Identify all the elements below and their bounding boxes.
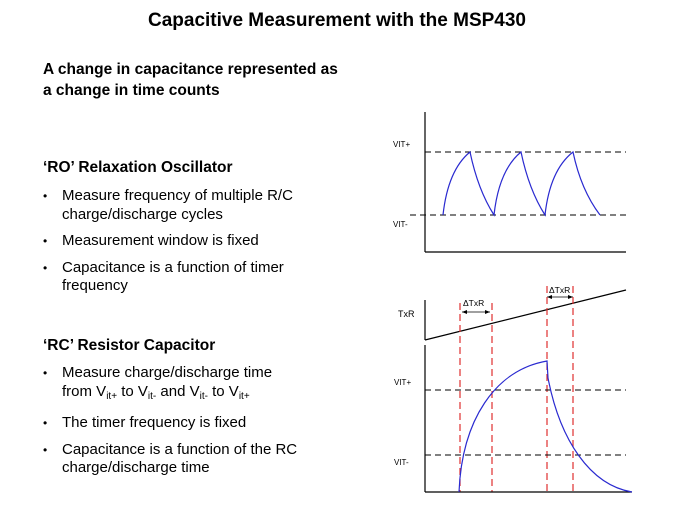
ro-heading: ‘RO’ Relaxation Oscillator: [43, 159, 233, 176]
rc-bullet-1-and: and V: [156, 382, 200, 400]
delta-arrow-1-right-head: [485, 310, 490, 314]
rc-heading: ‘RC’ Resistor Capacitor: [43, 337, 216, 354]
ro-bullet-3: • Capacitance is a function of timer frequency: [40, 259, 350, 296]
delta-arrow-1-left-head: [462, 310, 467, 314]
txr-ramp-line: [425, 290, 626, 340]
ro-vit-plus-label: VIT+: [393, 140, 411, 149]
rc-bullet-2: • The timer frequency is fixed: [40, 414, 350, 433]
rc-vit-minus-label: VIT-: [394, 458, 409, 467]
rc-vit-plus-label: VIT+: [394, 378, 412, 387]
rc-bullet-1-to2: to V: [207, 382, 239, 400]
slide-title: Capacitive Measurement with the MSP430: [147, 10, 526, 31]
vit-plus-sub: it+: [106, 390, 118, 402]
delta-txr-label-1: ΔTxR: [463, 298, 485, 308]
rc-charge-discharge-waveform: [459, 361, 632, 492]
intro-text: A change in capacitance represented as a change in time counts: [43, 61, 338, 99]
ro-bullet-2: • Measurement window is fixed: [40, 232, 350, 251]
vit-plus-sub-2: it+: [238, 390, 250, 402]
ro-bullet-1: • Measure frequency of multiple R/C charge/discharge cycles: [40, 187, 350, 224]
ro-vit-minus-label: VIT-: [393, 220, 408, 229]
ro-waveform-panel: [393, 112, 626, 252]
rc-waveform-panel: [394, 285, 632, 492]
delta-txr-label-2: ΔTxR: [549, 285, 571, 295]
delta-arrow-2-right-head: [568, 295, 573, 299]
ro-oscillator-waveform: [443, 152, 600, 215]
delta-arrow-2-left-head: [547, 295, 552, 299]
vit-minus-sub: it-: [147, 390, 157, 402]
rc-bullet-1-from: from V: [62, 382, 107, 400]
rc-bullet-1-to: to V: [117, 382, 148, 400]
txr-label: TxR: [398, 309, 415, 319]
rc-bullet-1-line1: Measure charge/discharge time: [62, 364, 273, 381]
rc-bullet-3: • Capacitance is a function of the RC charge/discharge time: [40, 441, 350, 478]
vit-minus-sub-2: it-: [199, 390, 208, 402]
